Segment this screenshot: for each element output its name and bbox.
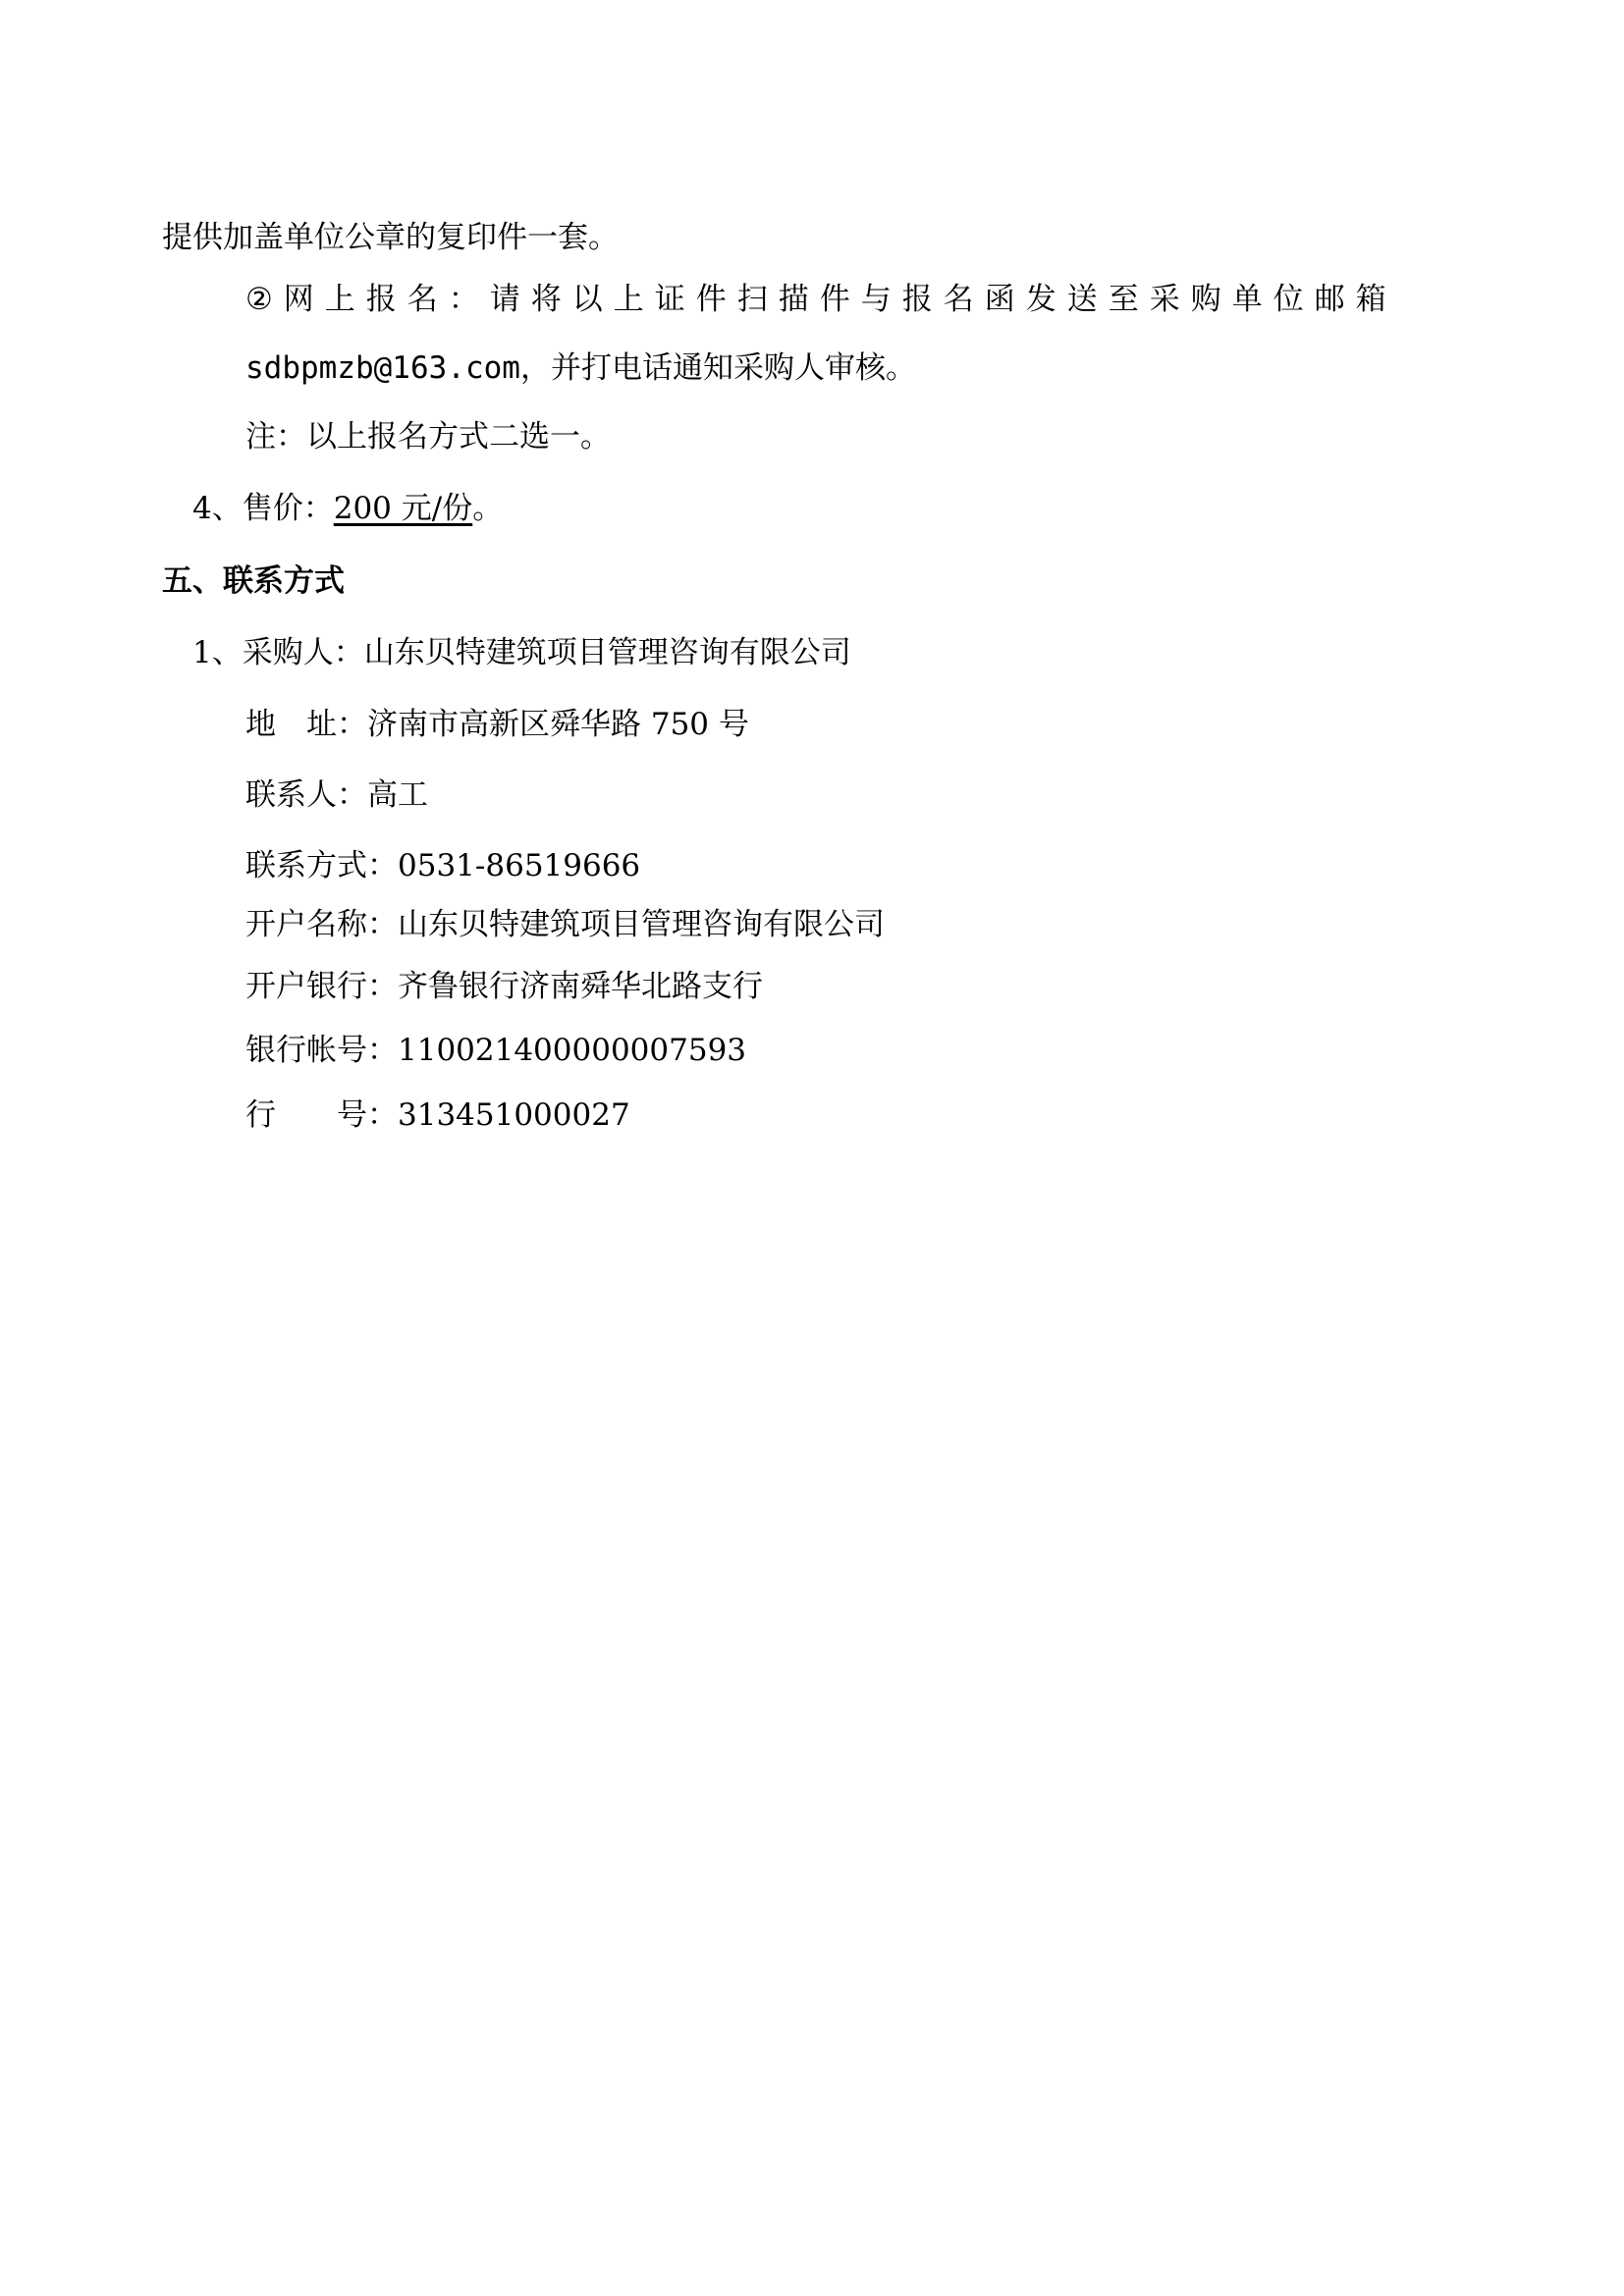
justified-char: 报	[901, 282, 933, 317]
justified-char: 件	[819, 282, 850, 317]
contact-address: 地 址：济南市高新区舜华路 750 号	[245, 707, 749, 742]
contact-bank-code: 行 号：313451000027	[245, 1097, 630, 1133]
justified-char: 网	[283, 282, 314, 317]
justified-char: 件	[695, 282, 727, 317]
justified-char: 函	[984, 282, 1015, 317]
paragraph-online-registration	[245, 280, 1386, 319]
contact-phone: 联系方式：0531-86519666	[245, 848, 641, 883]
justified-char: 请	[489, 282, 520, 317]
justified-char: 与	[860, 282, 892, 317]
paragraph-price: 4、售价：200 元/份。	[192, 491, 504, 526]
paragraph-note: 注：以上报名方式二选一。	[245, 419, 611, 454]
justified-char: ②	[245, 282, 273, 317]
contact-person: 联系人：高工	[245, 777, 428, 813]
justified-char: 箱	[1355, 282, 1386, 317]
justified-char: 描	[778, 282, 809, 317]
contact-buyer: 1、采购人：山东贝特建筑项目管理咨询有限公司	[192, 635, 851, 670]
justified-char: 邮	[1314, 282, 1345, 317]
contact-account-number: 银行帐号：110021400000007593	[245, 1033, 747, 1068]
justified-char: 以	[571, 282, 603, 317]
justified-char: 单	[1231, 282, 1263, 317]
justified-char: 采	[1149, 282, 1180, 317]
justified-char: 上	[613, 282, 644, 317]
paragraph-email-line: sdbpmzb@163.com，并打电话通知采购人审核。	[245, 350, 916, 386]
email-address: sdbpmzb@163.com	[245, 350, 520, 386]
justified-char: 扫	[736, 282, 768, 317]
justified-char: 名	[406, 282, 438, 317]
justified-char: 将	[530, 282, 562, 317]
justified-char: 名	[943, 282, 974, 317]
price-value: 200 元/份	[333, 491, 473, 526]
contact-account-name: 开户名称：山东贝特建筑项目管理咨询有限公司	[245, 907, 885, 942]
section-heading: 五、联系方式	[162, 563, 345, 599]
justified-char: 送	[1066, 282, 1098, 317]
paragraph-copies: 提供加盖单位公章的复印件一套。	[162, 220, 619, 255]
justified-char: 上	[324, 282, 355, 317]
justified-char: 至	[1108, 282, 1139, 317]
justified-char: 发	[1025, 282, 1056, 317]
justified-char: ：	[448, 282, 479, 317]
justified-char: 证	[654, 282, 685, 317]
contact-bank: 开户银行：齐鲁银行济南舜华北路支行	[245, 969, 763, 1004]
justified-char: 报	[365, 282, 397, 317]
justified-char: 购	[1190, 282, 1221, 317]
justified-char: 位	[1272, 282, 1304, 317]
